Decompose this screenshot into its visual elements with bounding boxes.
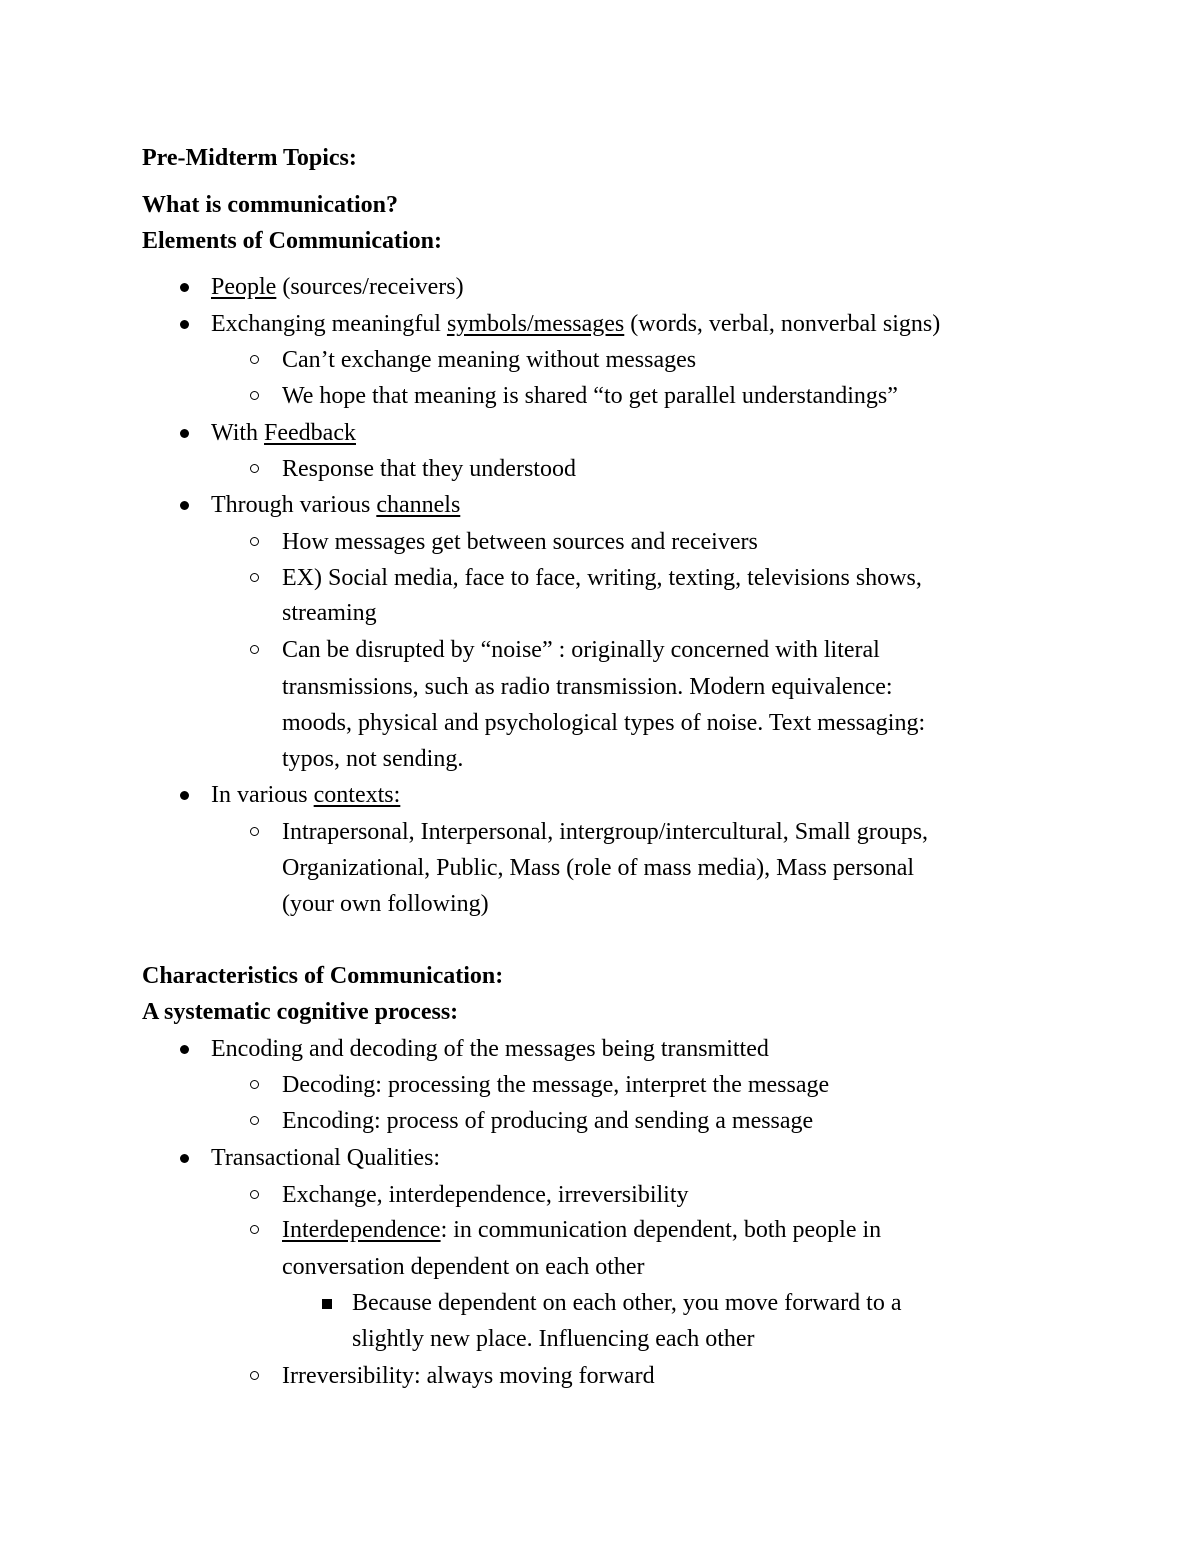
sub-item-line: Intrapersonal, Interpersonal, intergroup/intercultural, Small groups,	[282, 819, 929, 845]
sub-item-line: transmissions, such as radio transmission. Modern equivalence:	[282, 674, 893, 700]
bullet-circle	[250, 355, 259, 364]
list-item-feedback	[211, 418, 356, 448]
bullet-circle	[250, 1080, 259, 1089]
term-people: People	[211, 274, 277, 300]
bullet-circle	[250, 573, 259, 582]
sub-item: Response that they understood	[282, 456, 576, 482]
list-item-text: (sources/receivers)	[276, 274, 464, 300]
sub-item: How messages get between sources and receivers	[282, 529, 758, 555]
list-item-people	[211, 272, 464, 302]
list-item-text: Through various	[211, 492, 377, 518]
sub-sub-item-line: slightly new place. Influencing each other	[352, 1326, 755, 1352]
bullet-dot	[180, 320, 189, 329]
sub-item-interdependence	[282, 1215, 881, 1245]
sub-item-line: moods, physical and psychological types of noise. Text messaging:	[282, 710, 926, 736]
question-heading: What is communication?	[142, 192, 399, 218]
process-heading: A systematic cognitive process:	[142, 999, 459, 1025]
bullet-circle	[250, 645, 259, 654]
sub-item: Can’t exchange meaning without messages	[282, 347, 697, 373]
sub-item: We hope that meaning is shared “to get parallel understandings”	[282, 383, 898, 409]
bullet-circle	[250, 391, 259, 400]
list-item-text: (words, verbal, nonverbal signs)	[624, 311, 941, 337]
list-item-text: Exchanging meaningful	[211, 311, 447, 337]
sub-item-line: Can be disrupted by “noise” : originally concerned with literal	[282, 637, 880, 663]
term-channels: channels	[376, 492, 461, 518]
bullet-circle	[250, 464, 259, 473]
list-item-contexts	[211, 780, 400, 810]
bullet-dot	[180, 429, 189, 438]
term-contexts: contexts:	[313, 782, 401, 808]
list-item-exchanging	[211, 309, 940, 339]
bullet-dot	[180, 501, 189, 510]
list-item-encoding: Encoding and decoding of the messages being transmitted	[211, 1036, 769, 1062]
sub-item-text: : in communication dependent, both people in	[440, 1217, 882, 1243]
page-title: Pre-Midterm Topics:	[142, 145, 357, 171]
term-interdependence: Interdependence	[282, 1217, 441, 1243]
sub-item: Encoding: process of producing and sending a message	[282, 1108, 814, 1134]
list-item-channels	[211, 490, 460, 520]
bullet-dot	[180, 791, 189, 800]
bullet-circle	[250, 1371, 259, 1380]
bullet-circle	[250, 1225, 259, 1234]
sub-item-line: streaming	[282, 600, 377, 626]
bullet-circle	[250, 1116, 259, 1125]
term-feedback: Feedback	[264, 420, 356, 446]
bullet-dot	[180, 283, 189, 292]
sub-item-line: Organizational, Public, Mass (role of mass media), Mass personal	[282, 855, 915, 881]
bullet-dot	[180, 1045, 189, 1054]
sub-item-line: EX) Social media, face to face, writing, texting, televisions shows,	[282, 565, 922, 591]
term-symbols-messages: symbols/messages	[446, 311, 625, 337]
list-item-text: In various	[211, 782, 314, 808]
bullet-circle	[250, 537, 259, 546]
sub-item: Irreversibility: always moving forward	[282, 1363, 655, 1389]
sub-item-line: conversation dependent on each other	[282, 1254, 645, 1280]
sub-item-line: typos, not sending.	[282, 746, 464, 772]
elements-heading: Elements of Communication:	[142, 228, 442, 254]
bullet-circle	[250, 827, 259, 836]
list-item-text: With	[211, 420, 265, 446]
bullet-dot	[180, 1154, 189, 1163]
sub-item-line: (your own following)	[282, 891, 489, 917]
characteristics-heading: Characteristics of Communication:	[142, 963, 504, 989]
bullet-square	[322, 1299, 332, 1309]
sub-sub-item-line: Because dependent on each other, you move forward to a	[352, 1290, 902, 1316]
bullet-circle	[250, 1190, 259, 1199]
sub-item: Decoding: processing the message, interpret the message	[282, 1072, 830, 1098]
sub-item: Exchange, interdependence, irreversibility	[282, 1182, 689, 1208]
list-item-transactional: Transactional Qualities:	[211, 1145, 441, 1171]
